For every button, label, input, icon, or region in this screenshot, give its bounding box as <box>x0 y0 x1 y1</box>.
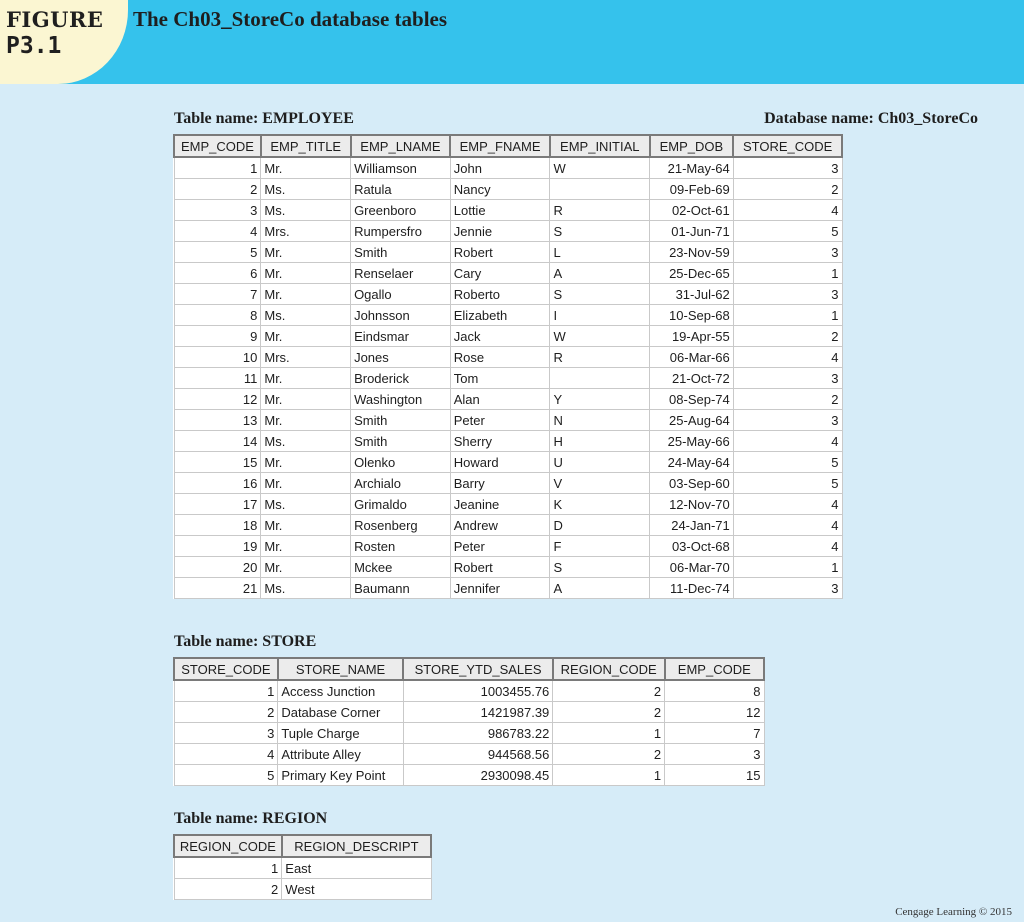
table-cell: Tuple Charge <box>278 723 403 744</box>
table-cell: 4 <box>733 200 842 221</box>
table-cell: F <box>550 536 650 557</box>
table-cell: Baumann <box>351 578 451 599</box>
table-cell: Tom <box>450 368 550 389</box>
column-header: REGION_DESCRIPT <box>282 835 431 857</box>
table-cell: Smith <box>351 242 451 263</box>
table-cell: Robert <box>450 242 550 263</box>
table-cell: D <box>550 515 650 536</box>
table-cell: 1003455.76 <box>403 680 553 702</box>
table-cell: 10-Sep-68 <box>650 305 734 326</box>
table-cell: 5 <box>174 242 261 263</box>
table-cell: 4 <box>733 431 842 452</box>
table-cell: 1 <box>174 857 282 879</box>
store-table <box>173 657 765 786</box>
table-cell: Williamson <box>351 157 451 179</box>
table-row <box>174 723 764 744</box>
table-cell: 01-Jun-71 <box>650 221 734 242</box>
table-cell: A <box>550 263 650 284</box>
table-row <box>174 765 764 786</box>
table-cell: 4 <box>174 221 261 242</box>
column-header: EMP_TITLE <box>261 135 351 157</box>
table-cell: 20 <box>174 557 261 578</box>
table-cell: H <box>550 431 650 452</box>
table-row <box>174 536 842 557</box>
table-cell: 3 <box>733 242 842 263</box>
table-cell: 16 <box>174 473 261 494</box>
column-header: STORE_CODE <box>174 658 278 680</box>
table-cell: 4 <box>733 347 842 368</box>
table-cell: Smith <box>351 431 451 452</box>
table-cell: Mr. <box>261 389 351 410</box>
table-cell: 17 <box>174 494 261 515</box>
table-cell <box>550 179 650 200</box>
column-header: STORE_YTD_SALES <box>403 658 553 680</box>
table-cell: Elizabeth <box>450 305 550 326</box>
table-cell: Sherry <box>450 431 550 452</box>
table-cell: 25-Dec-65 <box>650 263 734 284</box>
table-cell: 5 <box>733 473 842 494</box>
table-cell: S <box>550 221 650 242</box>
table-cell: 1 <box>733 305 842 326</box>
table-cell: R <box>550 347 650 368</box>
table-cell: Ratula <box>351 179 451 200</box>
table-cell: 15 <box>174 452 261 473</box>
table-cell: Robert <box>450 557 550 578</box>
table-row <box>174 452 842 473</box>
table-cell: 5 <box>733 452 842 473</box>
table-cell: 4 <box>733 494 842 515</box>
table-cell: I <box>550 305 650 326</box>
table-row <box>174 578 842 599</box>
employee-table <box>173 134 843 599</box>
table-row <box>174 431 842 452</box>
table-cell: Ms. <box>261 494 351 515</box>
table-cell: Mrs. <box>261 347 351 368</box>
table-cell: Y <box>550 389 650 410</box>
table-cell: Mr. <box>261 557 351 578</box>
table-row <box>174 326 842 347</box>
table-cell: 24-May-64 <box>650 452 734 473</box>
table-cell: 1421987.39 <box>403 702 553 723</box>
table-cell: 2 <box>733 179 842 200</box>
table-cell: Alan <box>450 389 550 410</box>
table-cell: 3 <box>733 578 842 599</box>
table-cell: 25-May-66 <box>650 431 734 452</box>
table-cell: Nancy <box>450 179 550 200</box>
table-cell: 15 <box>665 765 764 786</box>
table-row <box>174 242 842 263</box>
table-cell: R <box>550 200 650 221</box>
table-cell: 14 <box>174 431 261 452</box>
table-cell: W <box>550 157 650 179</box>
table-cell: S <box>550 557 650 578</box>
table-cell: W <box>550 326 650 347</box>
table-cell: Mr. <box>261 263 351 284</box>
table-cell: Peter <box>450 536 550 557</box>
table-cell: Smith <box>351 410 451 431</box>
region-table <box>173 834 432 900</box>
table-cell: 1 <box>553 765 665 786</box>
table-cell: Barry <box>450 473 550 494</box>
table-cell: 31-Jul-62 <box>650 284 734 305</box>
table-cell: Eindsmar <box>351 326 451 347</box>
table-cell: 19 <box>174 536 261 557</box>
table-cell: Ms. <box>261 578 351 599</box>
table-cell: 2 <box>553 680 665 702</box>
table-cell: 1 <box>733 557 842 578</box>
table-cell: 1 <box>174 157 261 179</box>
table-cell: 8 <box>665 680 764 702</box>
table-cell: 2 <box>174 702 278 723</box>
column-header: EMP_LNAME <box>351 135 451 157</box>
column-header: STORE_NAME <box>278 658 403 680</box>
table-row <box>174 857 431 879</box>
table-cell: 1 <box>553 723 665 744</box>
figure-number: P3.1 <box>6 33 62 59</box>
table-cell: 21-Oct-72 <box>650 368 734 389</box>
table-cell: 3 <box>733 284 842 305</box>
table-row <box>174 389 842 410</box>
table-cell: Peter <box>450 410 550 431</box>
table-cell: Mr. <box>261 326 351 347</box>
table-cell: 3 <box>665 744 764 765</box>
table-cell: Ms. <box>261 431 351 452</box>
table-row <box>174 879 431 900</box>
table-cell: U <box>550 452 650 473</box>
table-cell: 9 <box>174 326 261 347</box>
table-cell: Jeanine <box>450 494 550 515</box>
table-cell: Mr. <box>261 410 351 431</box>
database-name: Database name: Ch03_StoreCo <box>764 110 978 127</box>
table-cell: 3 <box>733 368 842 389</box>
table-cell: 02-Oct-61 <box>650 200 734 221</box>
table-cell: 3 <box>174 723 278 744</box>
table-cell: 4 <box>174 744 278 765</box>
region-table-name: Table name: REGION <box>174 810 328 827</box>
table-cell: 7 <box>174 284 261 305</box>
table-cell: 2 <box>174 879 282 900</box>
table-cell: Mr. <box>261 452 351 473</box>
table-cell: Rosenberg <box>351 515 451 536</box>
table-cell: 5 <box>174 765 278 786</box>
table-cell: K <box>550 494 650 515</box>
employee-header-row <box>174 135 842 157</box>
table-cell: Roberto <box>450 284 550 305</box>
table-cell: 2 <box>733 326 842 347</box>
table-cell: Rumpersfro <box>351 221 451 242</box>
table-cell: Attribute Alley <box>278 744 403 765</box>
table-cell: Broderick <box>351 368 451 389</box>
table-cell: Mr. <box>261 515 351 536</box>
figure-title: The Ch03_StoreCo database tables <box>133 7 448 31</box>
figure-label: FIGURE <box>6 7 104 32</box>
table-cell: 21 <box>174 578 261 599</box>
table-cell: S <box>550 284 650 305</box>
table-row <box>174 221 842 242</box>
table-cell: 12 <box>174 389 261 410</box>
column-header: EMP_CODE <box>665 658 764 680</box>
table-cell: 6 <box>174 263 261 284</box>
table-cell: Ms. <box>261 200 351 221</box>
table-cell: Washington <box>351 389 451 410</box>
table-cell: 03-Oct-68 <box>650 536 734 557</box>
table-cell: West <box>282 879 431 900</box>
table-cell: 09-Feb-69 <box>650 179 734 200</box>
table-cell: 2 <box>553 744 665 765</box>
table-cell: Greenboro <box>351 200 451 221</box>
table-cell: 8 <box>174 305 261 326</box>
table-cell: 12-Nov-70 <box>650 494 734 515</box>
table-cell: 2 <box>553 702 665 723</box>
table-row <box>174 347 842 368</box>
table-cell: 11 <box>174 368 261 389</box>
table-row <box>174 284 842 305</box>
table-cell: Jack <box>450 326 550 347</box>
table-cell: Ms. <box>261 179 351 200</box>
column-header: STORE_CODE <box>733 135 842 157</box>
table-cell: Mr. <box>261 157 351 179</box>
table-cell: 3 <box>174 200 261 221</box>
table-cell: 4 <box>733 536 842 557</box>
employee-table-name: Table name: EMPLOYEE <box>174 110 354 127</box>
table-cell: Primary Key Point <box>278 765 403 786</box>
table-cell: Mr. <box>261 284 351 305</box>
column-header: EMP_DOB <box>650 135 734 157</box>
table-cell: L <box>550 242 650 263</box>
table-cell: 19-Apr-55 <box>650 326 734 347</box>
table-cell: Access Junction <box>278 680 403 702</box>
table-cell: 06-Mar-70 <box>650 557 734 578</box>
table-row <box>174 410 842 431</box>
column-header: REGION_CODE <box>174 835 282 857</box>
table-cell: 4 <box>733 515 842 536</box>
table-cell: Database Corner <box>278 702 403 723</box>
store-table-name: Table name: STORE <box>174 633 317 650</box>
table-cell: 08-Sep-74 <box>650 389 734 410</box>
table-cell: Rosten <box>351 536 451 557</box>
table-cell: Jennifer <box>450 578 550 599</box>
table-cell: Ogallo <box>351 284 451 305</box>
table-cell: 11-Dec-74 <box>650 578 734 599</box>
table-row <box>174 702 764 723</box>
table-cell: 3 <box>733 410 842 431</box>
table-cell: Andrew <box>450 515 550 536</box>
table-cell: 21-May-64 <box>650 157 734 179</box>
table-cell: 1 <box>174 680 278 702</box>
table-row <box>174 473 842 494</box>
table-cell: 03-Sep-60 <box>650 473 734 494</box>
table-row <box>174 515 842 536</box>
table-row <box>174 263 842 284</box>
region-header-row <box>174 835 431 857</box>
table-cell: Mr. <box>261 473 351 494</box>
table-cell: 7 <box>665 723 764 744</box>
table-cell: Mr. <box>261 536 351 557</box>
table-cell: Mr. <box>261 242 351 263</box>
table-cell: 24-Jan-71 <box>650 515 734 536</box>
table-cell: Howard <box>450 452 550 473</box>
table-cell: 13 <box>174 410 261 431</box>
table-cell: Archialo <box>351 473 451 494</box>
table-cell: A <box>550 578 650 599</box>
table-cell: 25-Aug-64 <box>650 410 734 431</box>
table-cell: 2 <box>174 179 261 200</box>
copyright-credit: Cengage Learning © 2015 <box>895 906 1012 918</box>
table-row <box>174 157 842 179</box>
table-row <box>174 680 764 702</box>
table-row <box>174 305 842 326</box>
table-row <box>174 179 842 200</box>
column-header: EMP_CODE <box>174 135 261 157</box>
table-cell: 23-Nov-59 <box>650 242 734 263</box>
table-cell <box>550 368 650 389</box>
table-cell: John <box>450 157 550 179</box>
table-cell: 5 <box>733 221 842 242</box>
store-header-row <box>174 658 764 680</box>
table-row <box>174 494 842 515</box>
table-cell: Lottie <box>450 200 550 221</box>
table-cell: 1 <box>733 263 842 284</box>
table-row <box>174 744 764 765</box>
table-cell: 2930098.45 <box>403 765 553 786</box>
table-cell: 986783.22 <box>403 723 553 744</box>
table-cell: 944568.56 <box>403 744 553 765</box>
table-cell: East <box>282 857 431 879</box>
table-cell: 06-Mar-66 <box>650 347 734 368</box>
column-header: EMP_FNAME <box>450 135 550 157</box>
table-cell: Renselaer <box>351 263 451 284</box>
table-cell: Rose <box>450 347 550 368</box>
table-cell: Grimaldo <box>351 494 451 515</box>
table-row <box>174 368 842 389</box>
table-cell: Jennie <box>450 221 550 242</box>
table-row <box>174 200 842 221</box>
table-cell: Jones <box>351 347 451 368</box>
table-cell: Mckee <box>351 557 451 578</box>
table-cell: Cary <box>450 263 550 284</box>
table-cell: 3 <box>733 157 842 179</box>
table-cell: Mr. <box>261 368 351 389</box>
table-cell: Johnsson <box>351 305 451 326</box>
table-cell: Olenko <box>351 452 451 473</box>
table-cell: 10 <box>174 347 261 368</box>
table-cell: N <box>550 410 650 431</box>
column-header: EMP_INITIAL <box>550 135 650 157</box>
table-cell: 18 <box>174 515 261 536</box>
table-cell: 2 <box>733 389 842 410</box>
table-cell: Mrs. <box>261 221 351 242</box>
table-cell: Ms. <box>261 305 351 326</box>
table-cell: V <box>550 473 650 494</box>
table-cell: 12 <box>665 702 764 723</box>
table-row <box>174 557 842 578</box>
column-header: REGION_CODE <box>553 658 665 680</box>
